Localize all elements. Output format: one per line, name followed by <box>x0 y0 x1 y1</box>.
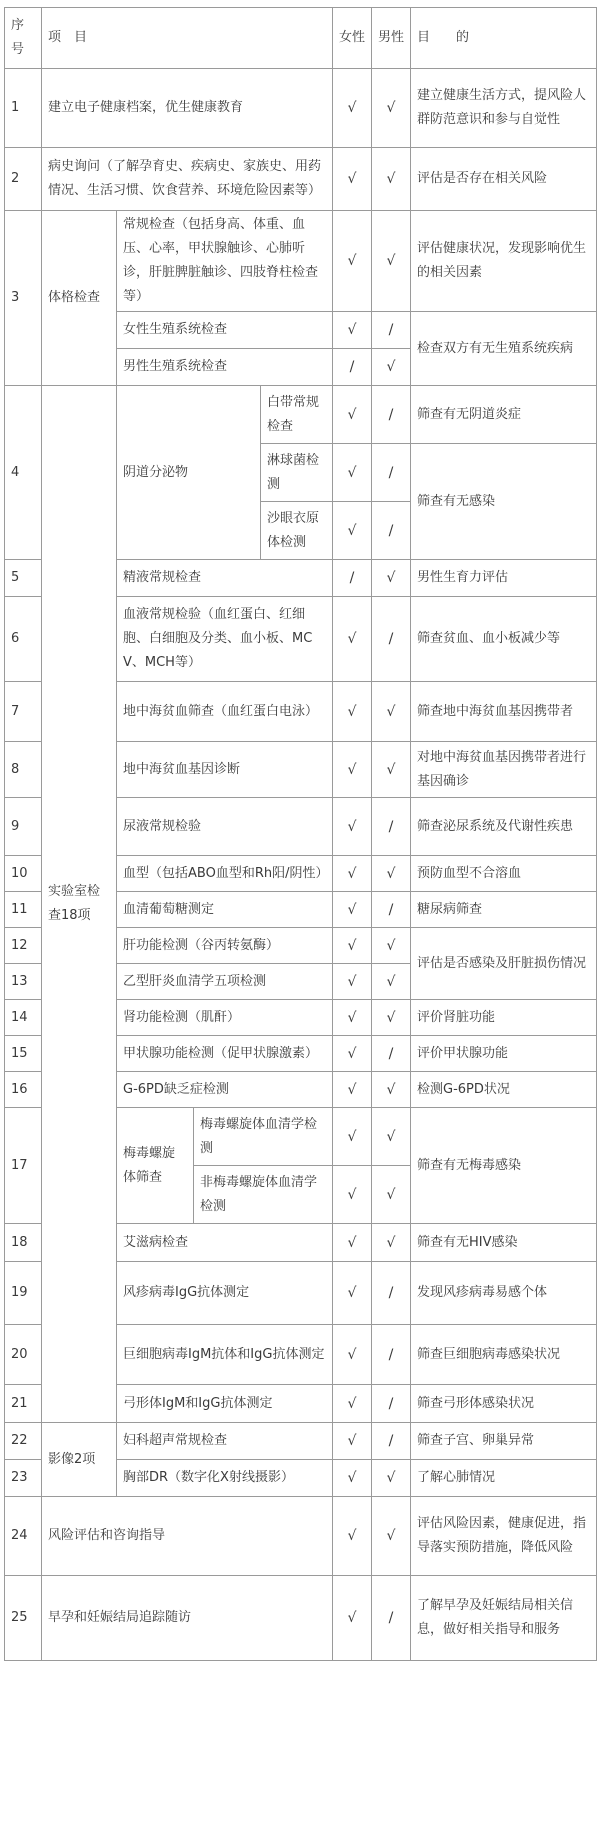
table-row <box>5 386 597 444</box>
row-seq: 25 <box>5 1576 42 1661</box>
row-purpose: 糖尿病筛查 <box>411 892 597 928</box>
row-seq: 15 <box>5 1036 42 1072</box>
row-purpose: 检测G-6PD状况 <box>411 1072 597 1108</box>
row-purpose: 评估健康状况，发现影响优生的相关因素 <box>411 211 597 312</box>
table-header-row <box>5 8 597 69</box>
female-mark: √ <box>333 892 372 928</box>
row-seq: 5 <box>5 560 42 597</box>
row-seq: 8 <box>5 742 42 798</box>
row-purpose: 筛查子宫、卵巢异常 <box>411 1423 597 1460</box>
row-purpose: 评估是否感染及肝脏损伤情况 <box>411 928 597 1000</box>
male-mark: √ <box>372 1072 411 1108</box>
sub-item: 非梅毒螺旋体血清学检测 <box>194 1166 333 1224</box>
row-item: 肾功能检测（肌酐） <box>117 1000 333 1036</box>
female-mark: √ <box>333 1460 372 1497</box>
row-item: 女性生殖系统检查 <box>117 312 333 349</box>
row-item: 地中海贫血基因诊断 <box>117 742 333 798</box>
group-imaging: 影像2项 <box>42 1423 117 1497</box>
row-purpose: 筛查巨细胞病毒感染状况 <box>411 1325 597 1385</box>
male-mark: √ <box>372 349 411 386</box>
female-mark: / <box>333 349 372 386</box>
row-seq: 20 <box>5 1325 42 1385</box>
male-mark: / <box>372 386 411 444</box>
row-purpose: 评估是否存在相关风险 <box>411 148 597 211</box>
female-mark: √ <box>333 1036 372 1072</box>
row-purpose: 评价肾脏功能 <box>411 1000 597 1036</box>
male-mark: √ <box>372 69 411 148</box>
male-mark: / <box>372 798 411 856</box>
row-purpose: 了解心肺情况 <box>411 1460 597 1497</box>
row-seq: 19 <box>5 1262 42 1325</box>
sub-item: 梅毒螺旋体血清学检测 <box>194 1108 333 1166</box>
row-seq: 13 <box>5 964 42 1000</box>
row-item: 精液常规检查 <box>117 560 333 597</box>
row-purpose: 筛查泌尿系统及代谢性疾患 <box>411 798 597 856</box>
male-mark: / <box>372 892 411 928</box>
male-mark: / <box>372 502 411 560</box>
row-item: 阴道分泌物 <box>117 386 261 560</box>
row-seq: 2 <box>5 148 42 211</box>
female-mark: √ <box>333 1108 372 1166</box>
row-purpose: 筛查弓形体感染状况 <box>411 1385 597 1423</box>
female-mark: √ <box>333 1576 372 1661</box>
male-mark: √ <box>372 682 411 742</box>
female-mark: √ <box>333 386 372 444</box>
female-mark: √ <box>333 444 372 502</box>
female-mark: √ <box>333 682 372 742</box>
female-mark: √ <box>333 1262 372 1325</box>
female-mark: √ <box>333 1423 372 1460</box>
female-mark: √ <box>333 1072 372 1108</box>
row-purpose: 筛查有无梅毒感染 <box>411 1108 597 1224</box>
sub-item: 淋球菌检测 <box>261 444 333 502</box>
male-mark: / <box>372 1325 411 1385</box>
male-mark: / <box>372 1385 411 1423</box>
sub-item: 沙眼衣原体检测 <box>261 502 333 560</box>
row-purpose: 检查双方有无生殖系统疾病 <box>411 312 597 386</box>
row-item: 血液常规检验（血红蛋白、红细胞、白细胞及分类、血小板、MCV、MCH等） <box>117 597 333 682</box>
male-mark: √ <box>372 211 411 312</box>
male-mark: / <box>372 597 411 682</box>
female-mark: √ <box>333 1497 372 1576</box>
row-seq: 10 <box>5 856 42 892</box>
male-mark: / <box>372 444 411 502</box>
row-item: 胸部DR（数字化X射线摄影） <box>117 1460 333 1497</box>
row-item: 地中海贫血筛查（血红蛋白电泳） <box>117 682 333 742</box>
female-mark: √ <box>333 798 372 856</box>
male-mark: √ <box>372 1460 411 1497</box>
female-mark: √ <box>333 1000 372 1036</box>
row-seq: 3 <box>5 211 42 386</box>
male-mark: √ <box>372 928 411 964</box>
male-mark: √ <box>372 1224 411 1262</box>
row-item: 常规检查（包括身高、体重、血压、心率，甲状腺触诊、心肺听诊，肝脏脾脏触诊、四肢脊柱检查等） <box>117 211 333 312</box>
row-purpose: 筛查地中海贫血基因携带者 <box>411 682 597 742</box>
female-mark: / <box>333 560 372 597</box>
row-seq: 21 <box>5 1385 42 1423</box>
row-purpose: 筛查有无HIV感染 <box>411 1224 597 1262</box>
row-item: 梅毒螺旋体筛查 <box>117 1108 194 1224</box>
row-seq: 4 <box>5 386 42 560</box>
female-mark: √ <box>333 1166 372 1224</box>
row-item: 肝功能检测（谷丙转氨酶） <box>117 928 333 964</box>
row-purpose: 评估风险因素，健康促进，指导落实预防措施，降低风险 <box>411 1497 597 1576</box>
header-item: 项 目 <box>42 8 333 69</box>
row-item: 病史询问（了解孕育史、疾病史、家族史、用药情况、生活习惯、饮食营养、环境危险因素等） <box>42 148 333 211</box>
row-seq: 12 <box>5 928 42 964</box>
female-mark: √ <box>333 597 372 682</box>
row-item: 弓形体IgM和IgG抗体测定 <box>117 1385 333 1423</box>
male-mark: √ <box>372 742 411 798</box>
row-item: 男性生殖系统检查 <box>117 349 333 386</box>
row-purpose: 预防血型不合溶血 <box>411 856 597 892</box>
row-item: 巨细胞病毒IgM抗体和IgG抗体测定 <box>117 1325 333 1385</box>
row-item: G-6PD缺乏症检测 <box>117 1072 333 1108</box>
row-seq: 11 <box>5 892 42 928</box>
row-item: 血型（包括ABO血型和Rh阳/阴性） <box>117 856 333 892</box>
table-row <box>5 1423 597 1460</box>
row-seq: 6 <box>5 597 42 682</box>
row-purpose: 对地中海贫血基因携带者进行基因确诊 <box>411 742 597 798</box>
male-mark: √ <box>372 148 411 211</box>
row-item: 建立电子健康档案，优生健康教育 <box>42 69 333 148</box>
row-seq: 22 <box>5 1423 42 1460</box>
row-item: 血清葡萄糖测定 <box>117 892 333 928</box>
row-purpose: 男性生育力评估 <box>411 560 597 597</box>
row-seq: 24 <box>5 1497 42 1576</box>
table-row <box>5 148 597 211</box>
row-purpose: 建立健康生活方式，提风险人群防范意识和参与自觉性 <box>411 69 597 148</box>
row-purpose: 评价甲状腺功能 <box>411 1036 597 1072</box>
row-seq: 9 <box>5 798 42 856</box>
female-mark: √ <box>333 964 372 1000</box>
row-purpose: 发现风疹病毒易感个体 <box>411 1262 597 1325</box>
male-mark: √ <box>372 1497 411 1576</box>
table-row <box>5 1576 597 1661</box>
row-item: 艾滋病检查 <box>117 1224 333 1262</box>
table-row <box>5 211 597 312</box>
row-item: 乙型肝炎血清学五项检测 <box>117 964 333 1000</box>
male-mark: √ <box>372 964 411 1000</box>
sub-item: 白带常规检查 <box>261 386 333 444</box>
female-mark: √ <box>333 1325 372 1385</box>
group-physical-exam: 体格检查 <box>42 211 117 386</box>
female-mark: √ <box>333 928 372 964</box>
header-seq: 序号 <box>5 8 42 69</box>
row-item: 尿液常规检验 <box>117 798 333 856</box>
row-seq: 16 <box>5 1072 42 1108</box>
header-female: 女性 <box>333 8 372 69</box>
row-seq: 14 <box>5 1000 42 1036</box>
table-row <box>5 69 597 148</box>
row-seq: 7 <box>5 682 42 742</box>
male-mark: / <box>372 1262 411 1325</box>
female-mark: √ <box>333 1224 372 1262</box>
female-mark: √ <box>333 742 372 798</box>
male-mark: / <box>372 312 411 349</box>
row-seq: 23 <box>5 1460 42 1497</box>
row-purpose: 筛查有无感染 <box>411 444 597 560</box>
row-item: 风疹病毒IgG抗体测定 <box>117 1262 333 1325</box>
table-row <box>5 1497 597 1576</box>
header-purpose: 目 的 <box>411 8 597 69</box>
female-mark: √ <box>333 211 372 312</box>
female-mark: √ <box>333 1385 372 1423</box>
male-mark: √ <box>372 1000 411 1036</box>
female-mark: √ <box>333 856 372 892</box>
pregnancy-checkup-table <box>4 7 597 1661</box>
female-mark: √ <box>333 69 372 148</box>
row-item: 甲状腺功能检测（促甲状腺激素） <box>117 1036 333 1072</box>
header-male: 男性 <box>372 8 411 69</box>
male-mark: √ <box>372 1166 411 1224</box>
female-mark: √ <box>333 148 372 211</box>
row-item: 风险评估和咨询指导 <box>42 1497 333 1576</box>
row-seq: 1 <box>5 69 42 148</box>
group-lab-tests: 实验室检查18项 <box>42 386 117 1423</box>
female-mark: √ <box>333 312 372 349</box>
male-mark: √ <box>372 856 411 892</box>
row-purpose: 筛查贫血、血小板减少等 <box>411 597 597 682</box>
male-mark: / <box>372 1423 411 1460</box>
row-seq: 17 <box>5 1108 42 1224</box>
row-item: 早孕和妊娠结局追踪随访 <box>42 1576 333 1661</box>
male-mark: / <box>372 1576 411 1661</box>
male-mark: √ <box>372 1108 411 1166</box>
row-seq: 18 <box>5 1224 42 1262</box>
male-mark: √ <box>372 560 411 597</box>
row-purpose: 了解早孕及妊娠结局相关信息，做好相关指导和服务 <box>411 1576 597 1661</box>
row-purpose: 筛查有无阴道炎症 <box>411 386 597 444</box>
female-mark: √ <box>333 502 372 560</box>
male-mark: / <box>372 1036 411 1072</box>
row-item: 妇科超声常规检查 <box>117 1423 333 1460</box>
